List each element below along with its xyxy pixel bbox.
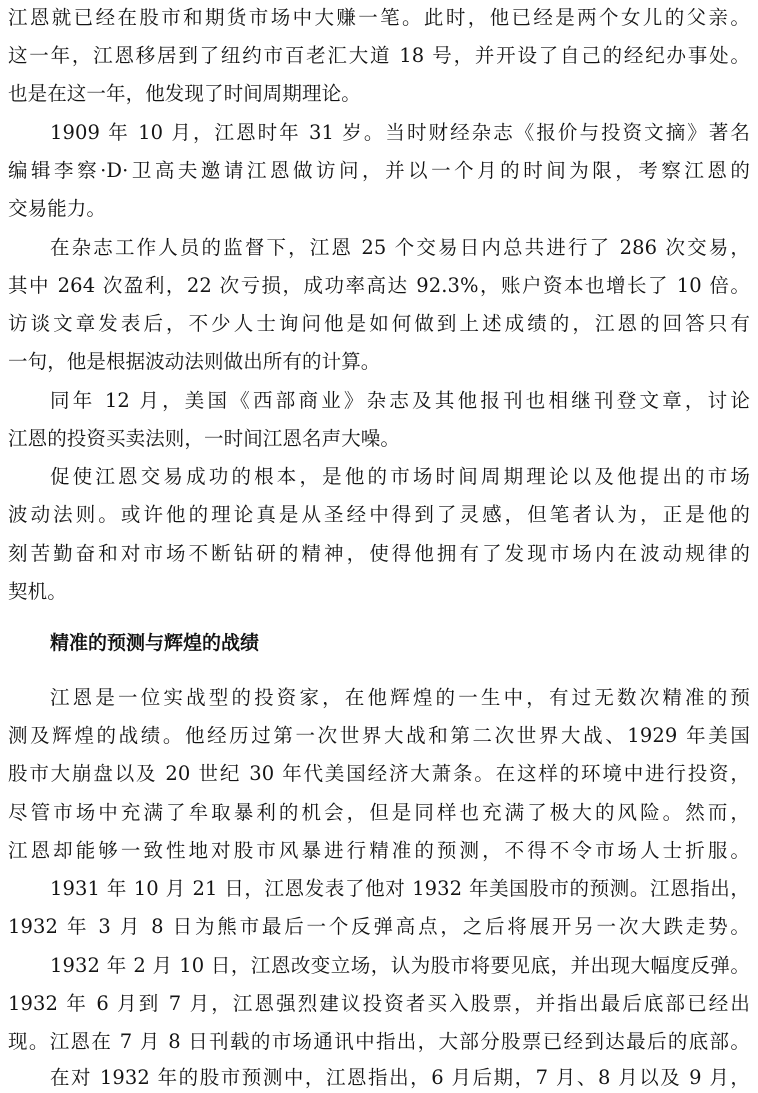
text-line: 江恩却能够一致性地对股市风暴进行精准的预测，不得不令市场人士折服。	[8, 839, 750, 862]
text-line: 股市大崩盘以及 20 世纪 30 年代美国经济大萧条。在这样的环境中进行投资，	[8, 762, 750, 785]
section-heading: 精准的预测与辉煌的战绩	[50, 632, 260, 654]
text-line: 江恩的投资买卖法则，一时间江恩名声大噪。	[8, 427, 401, 450]
text-line: 在杂志工作人员的监督下，江恩 25 个交易日内总共进行了 286 次交易，	[50, 236, 750, 259]
text-line: 其中 264 次盈利，22 次亏损，成功率高达 92.3%，账户资本也增长了 10 倍。	[8, 274, 750, 297]
text-line: 这一年，江恩移居到了纽约市百老汇大道 18 号，并开设了自己的经纪办事处。	[8, 44, 750, 67]
text-line: 尽管市场中充满了牟取暴利的机会，但是同样也充满了极大的风险。然而，	[8, 801, 750, 824]
text-line: 编辑李察·D·卫高夫邀请江恩做访问，并以一个月的时间为限，考察江恩的	[8, 159, 750, 182]
text-line: 1909 年 10 月，江恩时年 31 岁。当时财经杂志《报价与投资文摘》著名	[50, 121, 750, 144]
text-line: 江恩是一位实战型的投资家，在他辉煌的一生中，有过无数次精准的预	[50, 686, 750, 709]
text-line: 交易能力。	[8, 197, 107, 220]
text-line: 测及辉煌的战绩。他经历过第一次世界大战和第二次世界大战、1929 年美国	[8, 724, 750, 747]
text-line: 刻苦勤奋和对市场不断钻研的精神，使得他拥有了发现市场内在波动规律的	[8, 542, 750, 565]
text-line: 访谈文章发表后，不少人士询问他是如何做到上述成绩的，江恩的回答只有	[8, 312, 750, 335]
text-line: 1931 年 10 月 21 日，江恩发表了他对 1932 年美国股市的预测。江恩指出，	[50, 877, 750, 900]
text-line: 同年 12 月，美国《西部商业》杂志及其他报刊也相继刊登文章，讨论	[50, 389, 750, 412]
text-line: 在对 1932 年的股市预测中，江恩指出，6 月后期，7 月、8 月以及 9 月，	[50, 1066, 750, 1089]
text-line: 1932 年 6 月到 7 月，江恩强烈建议投资者买入股票，并指出最后底部已经出	[8, 992, 750, 1015]
text-line: 1932 年 3 月 8 日为熊市最后一个反弹高点，之后将展开另一次大跌走势。	[8, 915, 750, 938]
text-line: 契机。	[8, 580, 67, 603]
text-line: 1932 年 2 月 10 日，江恩改变立场，认为股市将要见底，并出现大幅度反弹。	[50, 954, 750, 977]
text-line: 促使江恩交易成功的根本，是他的市场时间周期理论以及他提出的市场	[50, 465, 750, 488]
text-line: 现。江恩在 7 月 8 日刊载的市场通讯中指出，大部分股票已经到达最后的底部。	[8, 1030, 750, 1053]
text-line: 波动法则。或许他的理论真是从圣经中得到了灵感，但笔者认为，正是他的	[8, 503, 750, 526]
text-line: 一句，他是根据波动法则做出所有的计算。	[8, 350, 381, 373]
text-line: 也是在这一年，他发现了时间周期理论。	[8, 82, 361, 105]
text-line: 江恩就已经在股市和期货市场中大赚一笔。此时，他已经是两个女儿的父亲。	[8, 6, 750, 29]
